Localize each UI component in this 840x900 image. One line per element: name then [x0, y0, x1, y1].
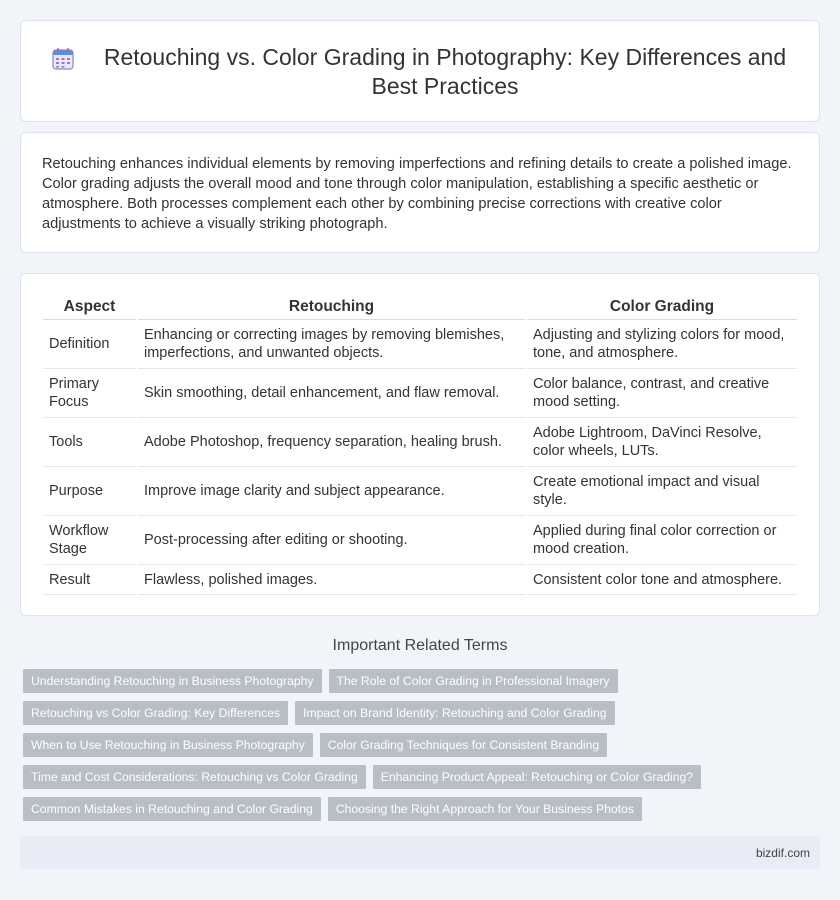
table-row — [43, 418, 797, 467]
related-term-link[interactable]: Retouching vs Color Grading: Key Differences — [23, 701, 288, 725]
related-term-link[interactable]: Choosing the Right Approach for Your Business Photos — [328, 797, 642, 821]
row-retouching: Post-processing after editing or shooting. — [138, 516, 525, 565]
related-term-link[interactable]: Impact on Brand Identity: Retouching and Color Grading — [295, 701, 615, 725]
intro-card — [20, 132, 820, 253]
row-aspect: Tools — [43, 418, 136, 467]
table-header-row — [43, 294, 797, 320]
row-aspect: Result — [43, 565, 136, 595]
row-retouching: Skin smoothing, detail enhancement, and flaw removal. — [138, 369, 525, 418]
comparison-table — [41, 294, 799, 595]
row-aspect: Purpose — [43, 467, 136, 516]
related-term-link[interactable]: When to Use Retouching in Business Photography — [23, 733, 313, 757]
row-retouching: Improve image clarity and subject appearance. — [138, 467, 525, 516]
footer-site-link[interactable]: bizdif.com — [755, 846, 810, 860]
row-color-grading: Consistent color tone and atmosphere. — [527, 565, 797, 595]
related-terms-heading: Important Related Terms — [332, 637, 508, 654]
page-title: Retouching vs. Color Grading in Photography: Key Differences and Best Practices — [103, 44, 787, 99]
row-color-grading: Create emotional impact and visual style. — [527, 467, 797, 516]
row-color-grading: Adobe Lightroom, DaVinci Resolve, color wheels, LUTs. — [527, 418, 797, 467]
column-header-retouching: Retouching — [138, 294, 525, 320]
row-color-grading: Color balance, contrast, and creative mood setting. — [527, 369, 797, 418]
related-term-link[interactable]: Understanding Retouching in Business Photography — [23, 669, 322, 693]
calendar-icon — [51, 47, 75, 71]
related-term-link[interactable]: Common Mistakes in Retouching and Color Grading — [23, 797, 321, 821]
table-row — [43, 369, 797, 418]
column-header-aspect: Aspect — [43, 294, 136, 320]
comparison-card — [20, 273, 820, 616]
row-color-grading: Adjusting and stylizing colors for mood, tone, and atmosphere. — [527, 320, 797, 369]
row-aspect: Workflow Stage — [43, 516, 136, 565]
row-retouching: Enhancing or correcting images by removing blemishes, imperfections, and unwanted objects. — [138, 320, 525, 369]
title-card — [20, 20, 820, 122]
related-term-link[interactable]: The Role of Color Grading in Professional Imagery — [329, 669, 618, 693]
table-row — [43, 565, 797, 595]
table-row — [43, 516, 797, 565]
row-aspect: Primary Focus — [43, 369, 136, 418]
intro-paragraph: Retouching enhances individual elements by removing imperfections and refining details to create a polished image. Color grading adjusts the overall mood and tone through color manipulation, establishing a specific aesthetic or atmosphere. Both processes complement each other by combining precise corrections with creative color adjustments to achieve a visually striking photograph. — [42, 156, 792, 232]
footer — [20, 836, 820, 869]
row-color-grading: Applied during final color correction or mood creation. — [527, 516, 797, 565]
related-term-link[interactable]: Color Grading Techniques for Consistent Branding — [320, 733, 607, 757]
related-terms-list — [23, 669, 813, 829]
table-row — [43, 320, 797, 369]
row-retouching: Adobe Photoshop, frequency separation, healing brush. — [138, 418, 525, 467]
row-retouching: Flawless, polished images. — [138, 565, 525, 595]
column-header-color-grading: Color Grading — [527, 294, 797, 320]
related-term-link[interactable]: Time and Cost Considerations: Retouching vs Color Grading — [23, 765, 366, 789]
related-term-link[interactable]: Enhancing Product Appeal: Retouching or Color Grading? — [373, 765, 701, 789]
table-row — [43, 467, 797, 516]
row-aspect: Definition — [43, 320, 136, 369]
